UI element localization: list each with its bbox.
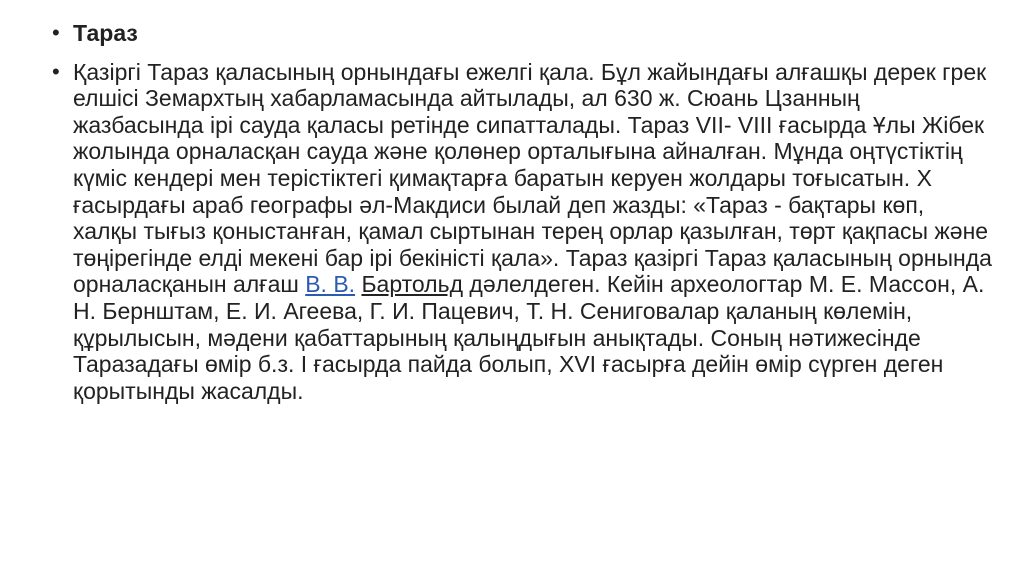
slide-heading: Тараз <box>73 20 138 46</box>
bullet-item-paragraph <box>52 59 992 405</box>
paragraph-text-before-link: Қазіргі Тараз қаласының орнындағы ежелгі қала. Бұл жайындағы алғашқы дерек грек елшісі Земархтың хабарламасында айтылады, ал 630 ж. Сюань Цзанның жазбасында ірі сауда қаласы ретінде сипатталады. Тараз VII- VIII ғасырда Ұлы Жібек жолында орналасқан сауда және қолөнер орталығына айналған. Мұнда оңтүстіктің күміс кендері мен терістіктегі қимақтарға баратын керуен жолдары тоғысатын. X ғасырдағы араб географы әл-Макдиси былай деп жазды: «Тараз - бақтары көп, халқы тығыз қоныстанған, қамал сыртынан терең орлар қазылған, төрт қақпасы және төңірегінде елді мекені бар ірі бекіністі қала». Тараз қазіргі Тараз қаласының орнында орналасқанын алғаш <box>73 58 992 298</box>
bullet-dot: • <box>52 20 60 45</box>
bartold-link-initials[interactable]: В. В. <box>305 271 356 298</box>
bullet-list <box>52 20 992 404</box>
bartold-link-surname[interactable]: Бартольд <box>361 271 464 298</box>
paragraph-text-after-link: дәлелдеген. Кейін археологтар М. Е. Массон, А. Н. Бернштам, Е. И. Агеева, Г. И. Пацевич, Т. Н. Сениговалар қаланың көлемін, құрылысын, мәдени қабаттарының қалыңдығын анықтады. Соның нәтижесінде Таразадағы өмір б.з. I ғасырда пайда болып, XVI ғасырға дейін өмір сүрген деген қорытынды жасалды. <box>73 271 985 404</box>
bullet-dot: • <box>52 58 60 84</box>
bullet-item-heading <box>52 20 992 47</box>
